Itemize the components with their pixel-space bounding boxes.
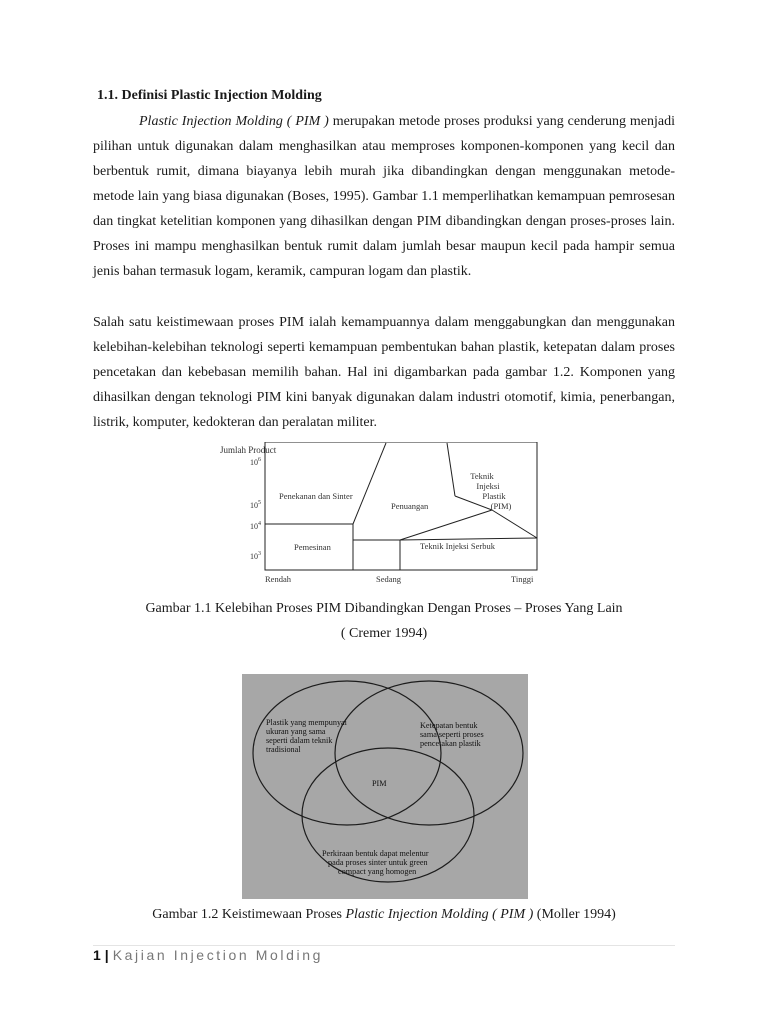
footer-rule [93, 945, 675, 946]
region-pim-3: Plastik [482, 491, 506, 501]
boundary-pim-right [492, 510, 537, 538]
region-pim-2: Injeksi [476, 481, 500, 491]
region-machining: Pemesinan [294, 542, 331, 552]
boundary-sinter-casting [353, 443, 386, 524]
figure-2-caption-term: Plastic Injection Molding ( PIM ) [345, 907, 534, 922]
pim-term: Plastic Injection Molding ( PIM ) [139, 114, 329, 129]
y-tick-4: $10^3$ [250, 551, 261, 561]
y-axis-label: Jumlah Product [220, 445, 277, 455]
section-heading: 1.1. Definisi Plastic Injection Molding [97, 88, 322, 103]
venn-left-text-2: ukuran yang sama [266, 727, 326, 736]
paragraph-1-body: merupakan metode proses produksi yang cenderung menjadi pilihan untuk digunakan dalam menghasilkan atau memproses komponen-komponen yang kecil dan berbentuk rumit, dimana biayanya lebih murah jika dibandingkan dengan menggunakan metode-metode lain yang biasa digunakan (Boses, 1995). Gambar 1.1 memperlihatkan kemampuan pemrosesan dan tingkat ketelitian komponen yang dihasilkan dengan PIM dibandingkan dengan proses-proses lain. Proses ini mampu menghasilkan bentuk rumit dalam jumlah besar maupun kecil pada hampir semua jenis bahan termasuk logam, keramik, campuran logam dan plastik. [93, 114, 675, 279]
venn-left-text-1: Plastik yang mempunyai [266, 718, 347, 727]
venn-bottom-text-1: Perkiraan bentuk dapat melentur [322, 849, 429, 858]
region-pim-4: (PIM) [490, 501, 512, 511]
page-number: 1 [93, 947, 101, 963]
boundary-powder-top [400, 538, 537, 540]
figure-2-caption [93, 907, 675, 923]
figure-2-caption-prefix: Gambar 1.2 Keistimewaan Proses [152, 907, 346, 922]
venn-right-text-1: Ketepatan bentuk [420, 721, 478, 730]
venn-right-text-2: sama seperti proses [420, 730, 484, 739]
region-powder-injection: Teknik Injeksi Serbuk [420, 541, 495, 551]
page-footer [93, 947, 323, 963]
footer-separator: | [104, 947, 109, 963]
boundary-casting-pim [400, 510, 492, 540]
x-tick-medium: Sedang [376, 574, 402, 584]
region-pim-1: Teknik [470, 471, 494, 481]
region-pressing-sintering: Penekanan dan Sinter [279, 491, 353, 501]
paragraph-1 [93, 109, 675, 284]
figure-2-caption-suffix: (Moller 1994) [533, 907, 616, 922]
venn-center-label: PIM [372, 779, 387, 788]
paragraph-2: Salah satu keistimewaan proses PIM ialah kemampuannya dalam menggabungkan dan menggunakan kelebihan-kelebihan teknologi seperti kemampuan pembentukan bahan plastik, ketepatan dalam proses pencetakan dan kebebasan memilih bahan. Hal ini digambarkan pada gambar 1.2. Komponen yang dihasilkan dengan teknologi PIM kini banyak digunakan dalam industri otomotif, kimia, penerbangan, listrik, komputer, kedokteran dan peralatan militer. [93, 315, 675, 430]
figure-1-caption-line1: Gambar 1.1 Kelebihan Proses PIM Dibandingkan Dengan Proses – Proses Yang Lain [145, 601, 623, 616]
x-tick-low: Rendah [265, 574, 291, 584]
venn-left-text-4: tradisional [266, 745, 301, 754]
venn-bottom-text-2: pada proses sinter untuk green [328, 858, 428, 867]
y-tick-2: $10^5$ [250, 500, 261, 510]
figure-2-venn-diagram [242, 674, 528, 899]
x-tick-high: Tinggi [511, 574, 534, 584]
venn-right-text-3: pencetakan plastik [420, 739, 481, 748]
venn-bottom-text-3: compact yang homogen [338, 867, 417, 876]
footer-title: Kajian Injection Molding [112, 947, 323, 963]
figure-1-process-chart [216, 442, 546, 588]
venn-left-text-3: seperti dalam teknik [266, 736, 333, 745]
figure-1-caption-line2: ( Cremer 1994) [340, 626, 428, 641]
boundary-pim-left [447, 443, 455, 496]
y-tick-3: $10^4$ [250, 521, 261, 531]
y-tick-1: $10^6$ [250, 457, 261, 467]
region-casting: Penuangan [391, 501, 429, 511]
